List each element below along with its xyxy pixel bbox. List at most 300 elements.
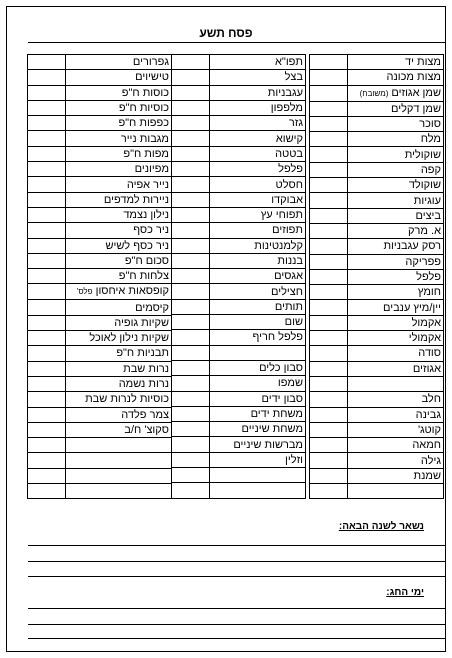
page-title: פסח תשע	[199, 26, 253, 40]
item-note: פלס'	[76, 287, 93, 297]
item-cell	[348, 239, 444, 254]
table-row	[172, 452, 306, 467]
item-cell	[348, 376, 444, 391]
table-row	[172, 192, 306, 207]
check-cell[interactable]	[172, 284, 210, 299]
item-cell	[66, 438, 172, 453]
table-row	[310, 269, 444, 284]
check-cell[interactable]	[310, 178, 348, 193]
item-label: חמאה	[412, 439, 441, 452]
table-row	[172, 85, 306, 100]
item-cell	[348, 223, 444, 238]
item-cell	[210, 345, 306, 360]
table-row	[172, 284, 306, 299]
item-label: תבניות ח"פ	[116, 347, 169, 360]
item-label: קוטג'	[417, 423, 441, 436]
table-row	[310, 85, 444, 101]
table-row	[28, 331, 172, 346]
item-label: שמן אגוזים	[391, 86, 441, 99]
check-cell[interactable]	[172, 146, 210, 161]
item-label: אבוקדו	[271, 193, 303, 206]
table-row	[310, 300, 444, 315]
check-cell[interactable]	[28, 146, 66, 161]
check-cell[interactable]	[28, 392, 66, 407]
check-cell[interactable]	[172, 269, 210, 284]
table-row	[172, 468, 306, 483]
check-cell[interactable]	[172, 468, 210, 483]
table-row	[28, 284, 172, 300]
check-cell[interactable]	[310, 468, 348, 483]
table-row	[310, 453, 444, 468]
shopping-table-middle	[171, 54, 306, 499]
table-row	[310, 346, 444, 361]
check-cell[interactable]	[172, 376, 210, 391]
check-cell[interactable]	[172, 223, 210, 238]
check-cell[interactable]	[310, 116, 348, 131]
check-cell[interactable]	[28, 331, 66, 346]
item-label: תותים	[274, 300, 303, 313]
item-cell	[66, 484, 172, 499]
shopping-table-left	[27, 54, 172, 499]
item-cell	[210, 207, 306, 222]
table-row	[28, 116, 172, 131]
check-cell[interactable]	[28, 484, 66, 499]
item-cell	[210, 468, 306, 483]
check-cell[interactable]	[28, 55, 66, 70]
item-cell	[210, 55, 306, 70]
table-row	[310, 285, 444, 300]
item-label: סכום ח"פ	[124, 255, 169, 267]
item-cell	[66, 55, 172, 70]
table-row	[28, 238, 172, 253]
check-cell[interactable]	[310, 254, 348, 269]
item-label: שמן דקלים	[390, 102, 441, 115]
table-row	[172, 422, 306, 437]
item-cell	[210, 284, 306, 299]
item-label: עוגיות	[413, 194, 441, 207]
shopping-table-right	[309, 54, 444, 499]
item-label: ניירות למדפים	[103, 193, 169, 206]
item-label: מצות יד	[404, 56, 441, 69]
check-cell[interactable]	[28, 85, 66, 100]
table-row	[310, 193, 444, 208]
item-label: גבינה	[415, 408, 441, 421]
item-cell	[348, 70, 444, 85]
table-row	[28, 146, 172, 161]
check-cell[interactable]	[28, 192, 66, 207]
check-cell[interactable]	[172, 299, 210, 314]
table-row	[172, 162, 306, 177]
item-cell	[210, 376, 306, 391]
check-cell[interactable]	[310, 285, 348, 300]
item-cell	[66, 468, 172, 483]
table-row	[310, 315, 444, 330]
item-label: חלב	[421, 393, 441, 406]
item-label: סבון ידים	[261, 392, 303, 405]
check-cell[interactable]	[310, 484, 348, 499]
item-label: עגבניות	[267, 86, 303, 99]
item-label: קישוא	[275, 132, 303, 145]
table-row	[28, 300, 172, 315]
table-row	[172, 391, 306, 406]
item-label: בצל	[284, 71, 303, 84]
item-cell	[348, 392, 444, 407]
item-cell	[66, 315, 172, 330]
item-cell	[348, 147, 444, 162]
item-label: בננות	[277, 255, 303, 267]
check-cell[interactable]	[310, 101, 348, 116]
item-cell	[66, 162, 172, 177]
item-cell	[210, 406, 306, 421]
table-row	[310, 162, 444, 177]
check-cell[interactable]	[172, 253, 210, 268]
check-cell[interactable]	[310, 70, 348, 85]
holidays-line	[28, 638, 446, 639]
holidays-line	[28, 624, 446, 625]
item-label: בטטה	[275, 147, 303, 160]
check-cell[interactable]	[172, 55, 210, 70]
table-row	[310, 392, 444, 407]
check-cell[interactable]	[310, 208, 348, 223]
item-cell	[348, 361, 444, 376]
item-label: א. מרק	[408, 225, 441, 238]
check-cell[interactable]	[28, 223, 66, 238]
item-label: מצות מכונה	[386, 71, 441, 84]
item-label: אגוזים	[412, 362, 441, 375]
item-cell	[66, 346, 172, 361]
check-cell[interactable]	[310, 269, 348, 284]
item-label: תפוחי עץ	[260, 209, 303, 222]
table-row	[310, 438, 444, 453]
check-cell[interactable]	[28, 269, 66, 284]
item-cell	[348, 300, 444, 315]
table-row	[172, 238, 306, 253]
check-cell[interactable]	[310, 239, 348, 254]
table-row	[28, 376, 172, 391]
holidays-line	[28, 608, 446, 609]
table-row	[28, 70, 172, 85]
item-label: כוסות ח"פ	[121, 86, 169, 99]
table-row	[28, 253, 172, 268]
check-cell[interactable]	[172, 422, 210, 437]
item-label: חצילים	[270, 285, 303, 298]
item-label: פלפל	[278, 163, 303, 176]
item-cell	[210, 422, 306, 437]
item-label: מלפפון	[270, 102, 303, 115]
check-cell[interactable]	[28, 207, 66, 222]
check-cell[interactable]	[172, 452, 210, 467]
item-label: יין/מיץ ענבים	[382, 301, 441, 314]
check-cell[interactable]	[28, 116, 66, 131]
item-label: אקמול	[411, 316, 441, 329]
table-row	[172, 131, 306, 146]
check-cell[interactable]	[172, 238, 210, 253]
check-cell[interactable]	[310, 132, 348, 147]
item-label: קפה	[420, 163, 441, 176]
table-row	[28, 162, 172, 177]
check-cell[interactable]	[28, 422, 66, 437]
table-row	[172, 116, 306, 131]
check-cell[interactable]	[310, 300, 348, 315]
check-cell[interactable]	[172, 360, 210, 375]
item-cell	[66, 453, 172, 468]
check-cell[interactable]	[172, 70, 210, 85]
item-label: קיסמים	[135, 301, 169, 314]
table-row	[28, 346, 172, 361]
item-cell	[66, 392, 172, 407]
check-cell[interactable]	[28, 131, 66, 146]
item-label: תפו"א	[275, 56, 303, 69]
remainder-label: נשאר לשנה הבאה:	[338, 521, 424, 532]
item-cell	[210, 391, 306, 406]
item-cell	[66, 253, 172, 268]
item-cell	[348, 484, 444, 499]
item-label: ביצים	[415, 209, 441, 222]
item-label: נרות נשמה	[118, 378, 169, 391]
remainder-line	[28, 545, 446, 546]
item-label: גזר	[288, 117, 303, 130]
item-cell	[348, 85, 444, 101]
item-label: פלפל חריף	[252, 331, 303, 344]
table-row	[28, 407, 172, 422]
item-label: גילה	[420, 454, 441, 467]
table-row	[310, 407, 444, 422]
table-row	[310, 239, 444, 254]
item-label: שקיות נילון לאוכל	[89, 332, 169, 345]
holidays-label: ימי החג:	[386, 587, 424, 598]
check-cell[interactable]	[310, 438, 348, 453]
item-cell	[210, 70, 306, 85]
item-label: וזלין	[285, 453, 303, 466]
check-cell[interactable]	[172, 483, 210, 498]
item-label: שוקולד	[408, 179, 441, 192]
check-cell[interactable]	[310, 223, 348, 238]
table-row	[28, 223, 172, 238]
item-cell	[66, 146, 172, 161]
table-row	[28, 453, 172, 468]
item-label: חומץ	[417, 286, 441, 299]
item-cell	[348, 162, 444, 177]
table-row	[172, 315, 306, 330]
check-cell[interactable]	[28, 315, 66, 330]
item-cell	[210, 437, 306, 452]
table-row	[28, 269, 172, 284]
item-label: מפות ח"פ	[123, 147, 169, 160]
check-cell[interactable]	[28, 346, 66, 361]
check-cell[interactable]	[310, 147, 348, 162]
item-label: מגבות נייר	[120, 132, 169, 145]
item-label: חסלט	[275, 178, 303, 191]
check-cell[interactable]	[28, 453, 66, 468]
check-cell[interactable]	[28, 438, 66, 453]
item-cell	[348, 453, 444, 468]
check-cell[interactable]	[172, 315, 210, 330]
item-label: שמנת	[413, 469, 441, 482]
item-cell	[210, 131, 306, 146]
item-cell	[348, 132, 444, 147]
table-row	[172, 483, 306, 498]
check-cell[interactable]	[310, 331, 348, 346]
item-cell	[210, 269, 306, 284]
table-row	[310, 484, 444, 499]
check-cell[interactable]	[28, 376, 66, 391]
item-label: שקיות גופיה	[114, 316, 169, 329]
item-cell	[210, 238, 306, 253]
item-label: צמר פלדה	[121, 408, 169, 421]
check-cell[interactable]	[172, 192, 210, 207]
item-label: פפריקה	[405, 255, 441, 268]
item-cell	[66, 70, 172, 85]
table-row	[28, 484, 172, 499]
item-cell	[348, 193, 444, 208]
item-cell	[66, 100, 172, 115]
check-cell[interactable]	[172, 131, 210, 146]
check-cell[interactable]	[172, 85, 210, 100]
table-row	[28, 85, 172, 100]
table-row	[310, 361, 444, 376]
check-cell[interactable]	[172, 330, 210, 345]
check-cell[interactable]	[310, 376, 348, 391]
item-note: (משובח)	[359, 88, 389, 98]
item-cell	[66, 361, 172, 376]
table-row	[172, 299, 306, 314]
item-label: כפפות ח"פ	[118, 117, 169, 130]
check-cell[interactable]	[172, 437, 210, 452]
check-cell[interactable]	[28, 407, 66, 422]
item-cell	[66, 376, 172, 391]
check-cell[interactable]	[310, 193, 348, 208]
item-cell	[210, 315, 306, 330]
check-cell[interactable]	[310, 361, 348, 376]
table-row	[172, 269, 306, 284]
table-row	[310, 223, 444, 238]
item-cell	[348, 208, 444, 223]
item-cell	[66, 300, 172, 315]
remainder-line	[28, 576, 446, 577]
item-label: משחת שיניים	[241, 423, 303, 436]
check-cell[interactable]	[172, 162, 210, 177]
check-cell[interactable]	[310, 55, 348, 70]
item-cell	[210, 146, 306, 161]
item-cell	[348, 438, 444, 453]
table-row	[310, 254, 444, 269]
item-label: אגסים	[274, 270, 303, 283]
check-cell[interactable]	[172, 177, 210, 192]
item-cell	[210, 253, 306, 268]
check-cell[interactable]	[28, 468, 66, 483]
table-row	[28, 100, 172, 115]
check-cell[interactable]	[172, 116, 210, 131]
item-cell	[66, 131, 172, 146]
item-cell	[348, 407, 444, 422]
check-cell[interactable]	[310, 315, 348, 330]
item-cell	[210, 483, 306, 498]
table-row	[28, 315, 172, 330]
table-row	[28, 131, 172, 146]
table-row	[172, 437, 306, 452]
item-label: קלמנטינות	[254, 239, 303, 252]
check-cell[interactable]	[172, 406, 210, 421]
item-label: סקוצ' ח/ב	[124, 423, 169, 436]
table-row	[172, 146, 306, 161]
item-cell	[66, 238, 172, 253]
item-label: משחת ידים	[250, 407, 303, 420]
table-row	[172, 330, 306, 345]
check-cell[interactable]	[310, 407, 348, 422]
check-cell[interactable]	[310, 162, 348, 177]
item-cell	[210, 162, 306, 177]
table-row	[310, 147, 444, 162]
item-cell	[210, 192, 306, 207]
item-cell	[348, 422, 444, 437]
item-label: סבון כלים	[259, 362, 303, 375]
check-cell[interactable]	[172, 100, 210, 115]
check-cell[interactable]	[172, 391, 210, 406]
check-cell[interactable]	[310, 85, 348, 101]
check-cell[interactable]	[172, 345, 210, 360]
item-label: סודה	[418, 347, 441, 360]
check-cell[interactable]	[28, 284, 66, 300]
table-row	[28, 468, 172, 483]
table-row	[172, 253, 306, 268]
check-cell[interactable]	[310, 392, 348, 407]
item-label: נרות שבת	[123, 362, 169, 375]
table-row	[172, 406, 306, 421]
item-cell	[66, 331, 172, 346]
item-label: פלפל	[416, 271, 441, 283]
check-cell[interactable]	[310, 422, 348, 437]
item-cell	[210, 452, 306, 467]
check-cell[interactable]	[28, 238, 66, 253]
table-row	[310, 101, 444, 116]
item-cell	[210, 177, 306, 192]
item-cell	[66, 192, 172, 207]
table-row	[28, 438, 172, 453]
table-row	[172, 360, 306, 375]
check-cell[interactable]	[28, 253, 66, 268]
item-cell	[348, 346, 444, 361]
item-label: סוכר	[419, 118, 441, 131]
table-row	[172, 70, 306, 85]
table-row	[310, 331, 444, 346]
item-label: ניר כסף	[133, 224, 169, 237]
item-cell	[348, 116, 444, 131]
item-cell	[66, 177, 172, 192]
item-label: מברשות שיניים	[233, 438, 303, 451]
item-cell	[66, 207, 172, 222]
check-cell[interactable]	[172, 207, 210, 222]
check-cell[interactable]	[28, 361, 66, 376]
check-cell[interactable]	[310, 346, 348, 361]
table-row	[310, 376, 444, 391]
check-cell[interactable]	[28, 70, 66, 85]
check-cell[interactable]	[28, 177, 66, 192]
item-cell	[348, 55, 444, 70]
check-cell[interactable]	[28, 100, 66, 115]
check-cell[interactable]	[310, 453, 348, 468]
table-row	[172, 223, 306, 238]
table-row	[28, 55, 172, 70]
check-cell[interactable]	[28, 162, 66, 177]
remainder-line	[28, 561, 446, 562]
item-label: כוסיות ח"פ	[118, 102, 169, 115]
item-label: שוקולית	[404, 148, 441, 161]
table-row	[310, 208, 444, 223]
item-cell	[210, 223, 306, 238]
item-cell	[210, 360, 306, 375]
item-label: ניר כסף לשיש	[105, 239, 169, 252]
check-cell[interactable]	[28, 300, 66, 315]
